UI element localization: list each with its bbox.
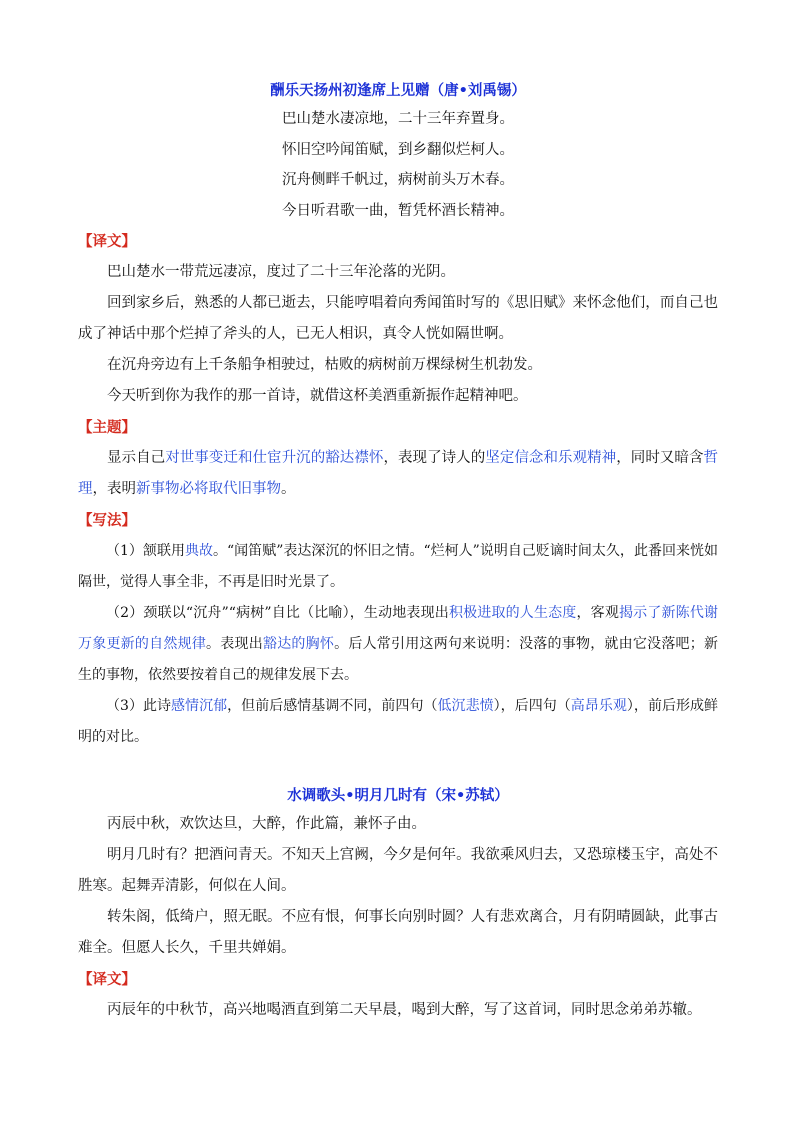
text: ，同时又暗含: [616, 450, 704, 466]
poem1-method-para-3: [78, 691, 718, 753]
highlight: 典故: [184, 543, 213, 559]
poem1-translation-para: 今天听到你为我作的那一首诗，就借这杯美酒重新振作起精神吧。: [107, 388, 528, 404]
text: ，客观: [576, 605, 619, 621]
poem1-theme-heading: 【主题】: [78, 420, 136, 436]
poem1-translation-para: 在沉舟旁边有上千条船争相驶过，枯败的病树前万棵绿树生机勃发。: [107, 357, 542, 373]
highlight: 低沉悲愤: [437, 698, 494, 714]
text: ，表明: [92, 481, 136, 497]
text: ，但前后感情基调不同，前四句（: [227, 698, 438, 714]
poem2-para: 丙辰中秋，欢饮达旦，大醉，作此篇，兼怀子由。: [107, 816, 426, 832]
document-content: [78, 78, 718, 1026]
poem1-method-para-2: [78, 598, 718, 691]
text: ），前后形成鲜明的对比。: [78, 698, 719, 745]
highlight: 对世事变迁和仕宦升沉的豁达襟怀: [165, 450, 384, 466]
highlight: 积极进取的人生态度: [448, 605, 577, 621]
poem1-line: 怀旧空吟闻笛赋，到乡翻似烂柯人。: [282, 141, 514, 158]
text: （3）此诗: [106, 698, 172, 714]
text: ，表现了诗人的: [383, 450, 486, 466]
poem1-theme-para: [78, 443, 718, 505]
text: 。后人常引用这两句来说明：没落的事物，就由它没落吧；新生的事物，依然要按着自己的规律发展下去。: [78, 636, 719, 683]
highlight: 高昂乐观: [570, 698, 627, 714]
poem2-para: 转朱阁，低绮户，照无眠。不应有恨，何事长向别时圆？人有悲欢离合，月有阴晴圆缺，此事古难全。但愿人长久，千里共婵娟。: [78, 909, 718, 956]
poem1-title: 酬乐天扬州初逢席上见赠（唐•刘禹锡）: [270, 83, 526, 99]
poem2-para: 明月几时有？把酒问青天。不知天上宫阙，今夕是何年。我欲乘风归去，又恐琼楼玉宇，高处不胜寒。起舞弄清影，何似在人间。: [78, 847, 718, 894]
text: 显示自己: [107, 450, 166, 466]
text: 。“闻笛赋”表达深沉的怀旧之情。“烂柯人”说明自己贬谪时间太久，此番回来恍如隔世，觉得人事全非，不再是旧时光景了。: [78, 543, 718, 590]
text: （2）颈联以“沉舟”“病树”自比（比喻），生动地表现出: [106, 605, 449, 621]
section-gap: [78, 753, 718, 779]
highlight: 坚定信念和乐观精神: [485, 450, 617, 466]
poem1-line: 巴山楚水凄凉地，二十三年弃置身。: [282, 111, 514, 127]
highlight: 感情沉郁: [171, 698, 228, 714]
text: ），后四句（: [493, 698, 571, 714]
text: （1）颔联用: [106, 543, 185, 559]
poem1-translation-heading: 【译文】: [78, 234, 136, 250]
poem2-translation-para: 丙辰年的中秋节，高兴地喝酒直到第二天早晨，喝到大醉，写了这首词，同时思念弟弟苏辙。: [107, 1002, 702, 1018]
highlight: 豁达的胸怀: [262, 636, 335, 652]
poem2-title: 水调歌头•明月几时有（宋•苏轼）: [287, 788, 509, 804]
poem1-translation-para: 回到家乡后，熟悉的人都已逝去，只能哼唱着向秀闻笛时写的《思旧赋》来怀念他们，而自己也成了神话中那个烂掉了斧头的人，已无人相识，真令人恍如隔世啊。: [78, 295, 718, 342]
poem1-line: 沉舟侧畔千帆过，病树前头万木春。: [282, 172, 514, 188]
poem1-method-heading: 【写法】: [78, 513, 136, 529]
highlight: 揭示了新陈代谢万象更新的自然规律: [78, 605, 719, 652]
poem1-method-para-1: [78, 536, 718, 598]
highlight: 新事物必将取代旧事物: [136, 481, 281, 497]
highlight: 哲理: [78, 450, 719, 497]
poem1-translation-para: 巴山楚水一带荒远凄凉，度过了二十三年沦落的光阴。: [107, 264, 455, 280]
text: 。表现出: [206, 636, 263, 652]
text: 。: [281, 481, 296, 497]
poem1-line: 今日听君歌一曲，暂凭杯酒长精神。: [282, 202, 514, 219]
poem2-translation-heading: 【译文】: [78, 972, 136, 988]
